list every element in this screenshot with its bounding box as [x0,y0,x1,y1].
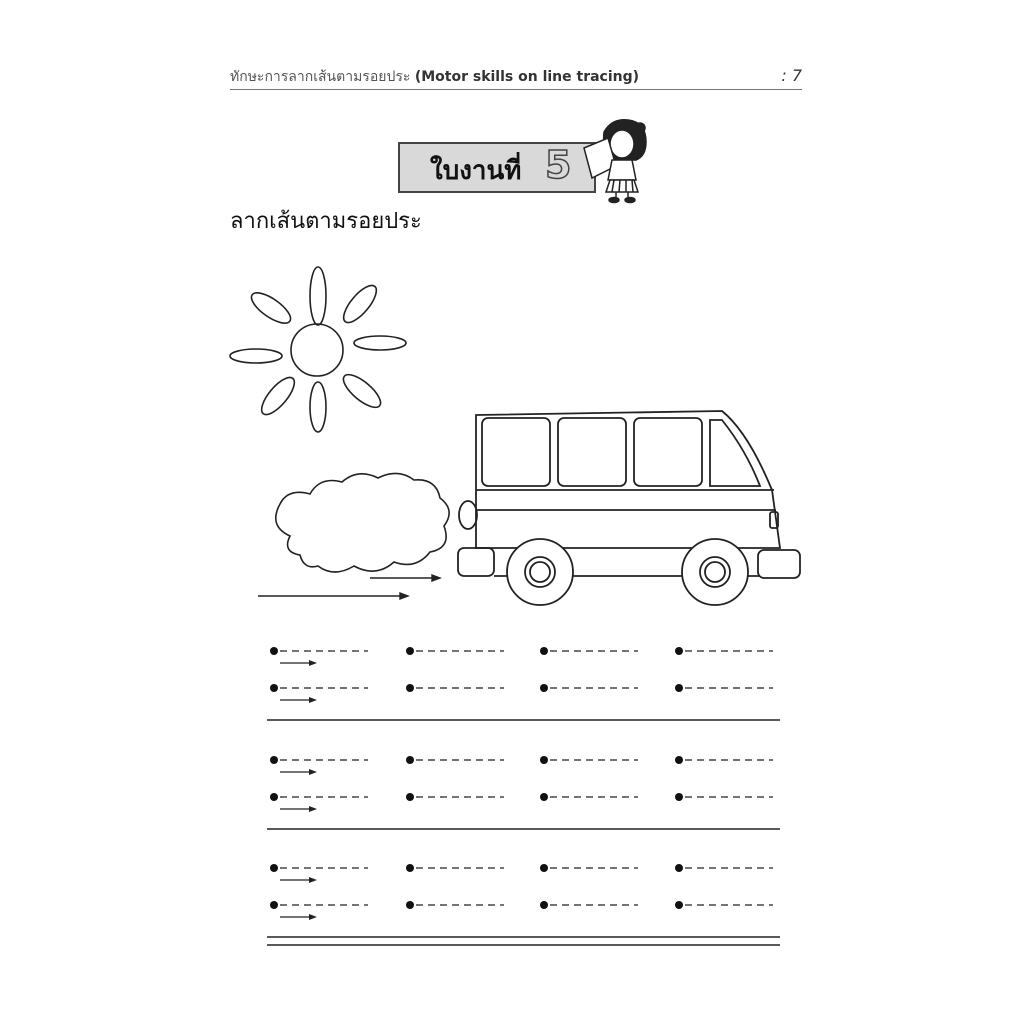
worksheet-label: ใบงานที่ [430,156,522,186]
trace-arrow-head [309,660,317,666]
worksheet-number: 5 [545,143,572,187]
trace-start-dot [675,793,683,801]
trace-start-dot [270,756,278,764]
trace-start-dot [406,793,414,801]
trace-start-dot [540,647,548,655]
exhaust-cloud-icon [276,473,449,572]
trace-arrow-head [309,806,317,812]
instruction-text: ลากเส้นตามรอยประ [230,209,422,234]
trace-arrow-head [309,697,317,703]
trace-start-dot [406,864,414,872]
trace-start-dot [675,756,683,764]
sun-core [291,324,343,376]
trace-start-dot [406,647,414,655]
trace-start-dot [406,901,414,909]
page-number: : 7 [781,66,802,85]
trace-start-dot [675,647,683,655]
trace-arrow-head [309,877,317,883]
trace-start-dot [675,684,683,692]
trace-arrow-head [309,769,317,775]
trace-start-dot [270,864,278,872]
trace-start-dot [540,793,548,801]
trace-arrow-head [309,914,317,920]
trace-start-dot [675,901,683,909]
trace-start-dot [270,684,278,692]
trace-start-dot [406,684,414,692]
trace-start-dot [675,864,683,872]
trace-start-dot [406,756,414,764]
tracing-exercise [267,647,780,945]
trace-start-dot [540,756,548,764]
trace-start-dot [540,684,548,692]
trace-start-dot [270,793,278,801]
trace-start-dot [270,647,278,655]
girl-holding-paper-icon [584,120,646,203]
header-title-english: (Motor skills on line tracing) [414,69,640,85]
trace-start-dot [270,901,278,909]
van-icon [458,411,800,605]
direction-arrows [258,575,440,599]
header-title-thai: ทักษะการลากเส้นตามรอยประ [230,69,411,85]
trace-start-dot [540,901,548,909]
sun-icon [230,267,406,432]
trace-start-dot [540,864,548,872]
